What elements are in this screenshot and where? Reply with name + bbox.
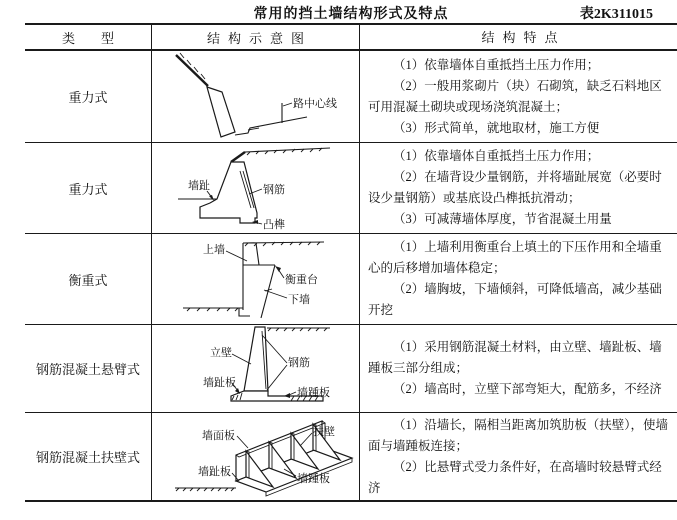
diagram-balance-weight-wall (152, 234, 360, 324)
features-cell (360, 143, 677, 233)
retaining-wall-table (25, 23, 677, 502)
cantilever-wall-sketch (152, 325, 360, 412)
diagram-cantilever-wall (152, 325, 360, 412)
rebar-label: 钢筋 (288, 357, 310, 369)
feature-item: （1）采用钢筋混凝土材料，由立壁、墙趾板、墙踵板三部分组成； (368, 340, 662, 375)
features-cell (360, 51, 677, 142)
feature-item: （2）墙胸坡，下墙倾斜，可降低墙高，减少基础开挖 (368, 282, 662, 317)
feature-item: （2）墙高时，立壁下部弯矩大，配筋多，不经济 (393, 382, 662, 396)
balance-weight-wall-sketch (152, 234, 360, 324)
feature-item: （1）依靠墙体自重抵挡土压力作用； (393, 149, 600, 163)
header-type: 类 型 (25, 25, 152, 49)
feature-item: （2）一般用浆砌片（块）石砌筑，缺乏石料地区可用混凝土砌块或现场浇筑混凝土； (368, 78, 662, 114)
header-diagram: 结构示意图 (152, 25, 360, 49)
toe-slab-label: 墙趾板 (203, 377, 236, 389)
buttress-label: 扶壁 (313, 426, 335, 438)
row-type: 钢筋混凝土扶壁式 (25, 413, 152, 500)
road-centerline-label: 路中心线 (293, 98, 337, 110)
heel-slab-label: 墙踵板 (297, 473, 330, 485)
table-row (25, 413, 677, 502)
feature-item: （2）在墙背设少量钢筋，并将墙趾展宽（必要时设少量钢筋）或基底设凸榫抵抗滑动； (368, 170, 662, 205)
table-row (25, 234, 677, 325)
table-header-row (25, 25, 677, 51)
feature-item: （3）形式简单，就地取材，施工方便 (393, 120, 600, 135)
toe-slab-label: 墙趾板 (198, 466, 231, 478)
table-row (25, 143, 677, 234)
stem-label: 立壁 (210, 347, 232, 359)
feature-item: （1）沿墙长，隔相当距离加筑肋板（扶壁），使墙面与墙踵板连接； (368, 417, 669, 453)
row-type: 重力式 (25, 51, 152, 142)
table-number: 表2K311015 (579, 7, 653, 22)
table-row (25, 51, 677, 143)
page-title: 常用的挡土墙结构形式及特点 (253, 7, 449, 22)
row-type: 衡重式 (25, 234, 152, 324)
title-bar (25, 3, 677, 23)
row-type: 钢筋混凝土悬臂式 (25, 325, 152, 412)
lower-wall-label: 下墙 (288, 294, 310, 306)
wall-toe-label: 墙趾 (188, 180, 210, 192)
gravity-wall-sketch (152, 51, 360, 142)
features-cell (360, 413, 677, 500)
feature-item: （1）上墙利用衡重台上填土的下压作用和全墙重心的后移增加墙体稳定； (368, 240, 662, 275)
gravity-wall-rebar-sketch (152, 143, 360, 233)
diagram-buttress-wall (152, 413, 360, 500)
row-type: 重力式 (25, 143, 152, 233)
feature-item: （3）可减薄墙体厚度，节省混凝土用量 (393, 212, 612, 226)
buttress-wall-sketch (152, 413, 360, 500)
heel-slab-label: 墙踵板 (297, 387, 330, 399)
features-cell (360, 234, 677, 324)
header-features: 结构特点 (481, 29, 566, 45)
balance-platform-label: 衡重台 (285, 274, 318, 286)
table-row (25, 325, 677, 413)
face-slab-label: 墙面板 (202, 430, 235, 442)
upper-wall-label: 上墙 (203, 244, 225, 256)
diagram-gravity-wall (152, 51, 360, 142)
feature-item: （2）比悬臂式受力条件好，在高墙时较悬臂式经济 (368, 459, 662, 495)
feature-item: （1）依靠墙体自重抵挡土压力作用； (393, 57, 600, 72)
features-cell (360, 325, 677, 412)
tenon-label: 凸榫 (263, 219, 285, 231)
rebar-label: 钢筋 (263, 184, 285, 196)
diagram-gravity-wall-rebar (152, 143, 360, 233)
